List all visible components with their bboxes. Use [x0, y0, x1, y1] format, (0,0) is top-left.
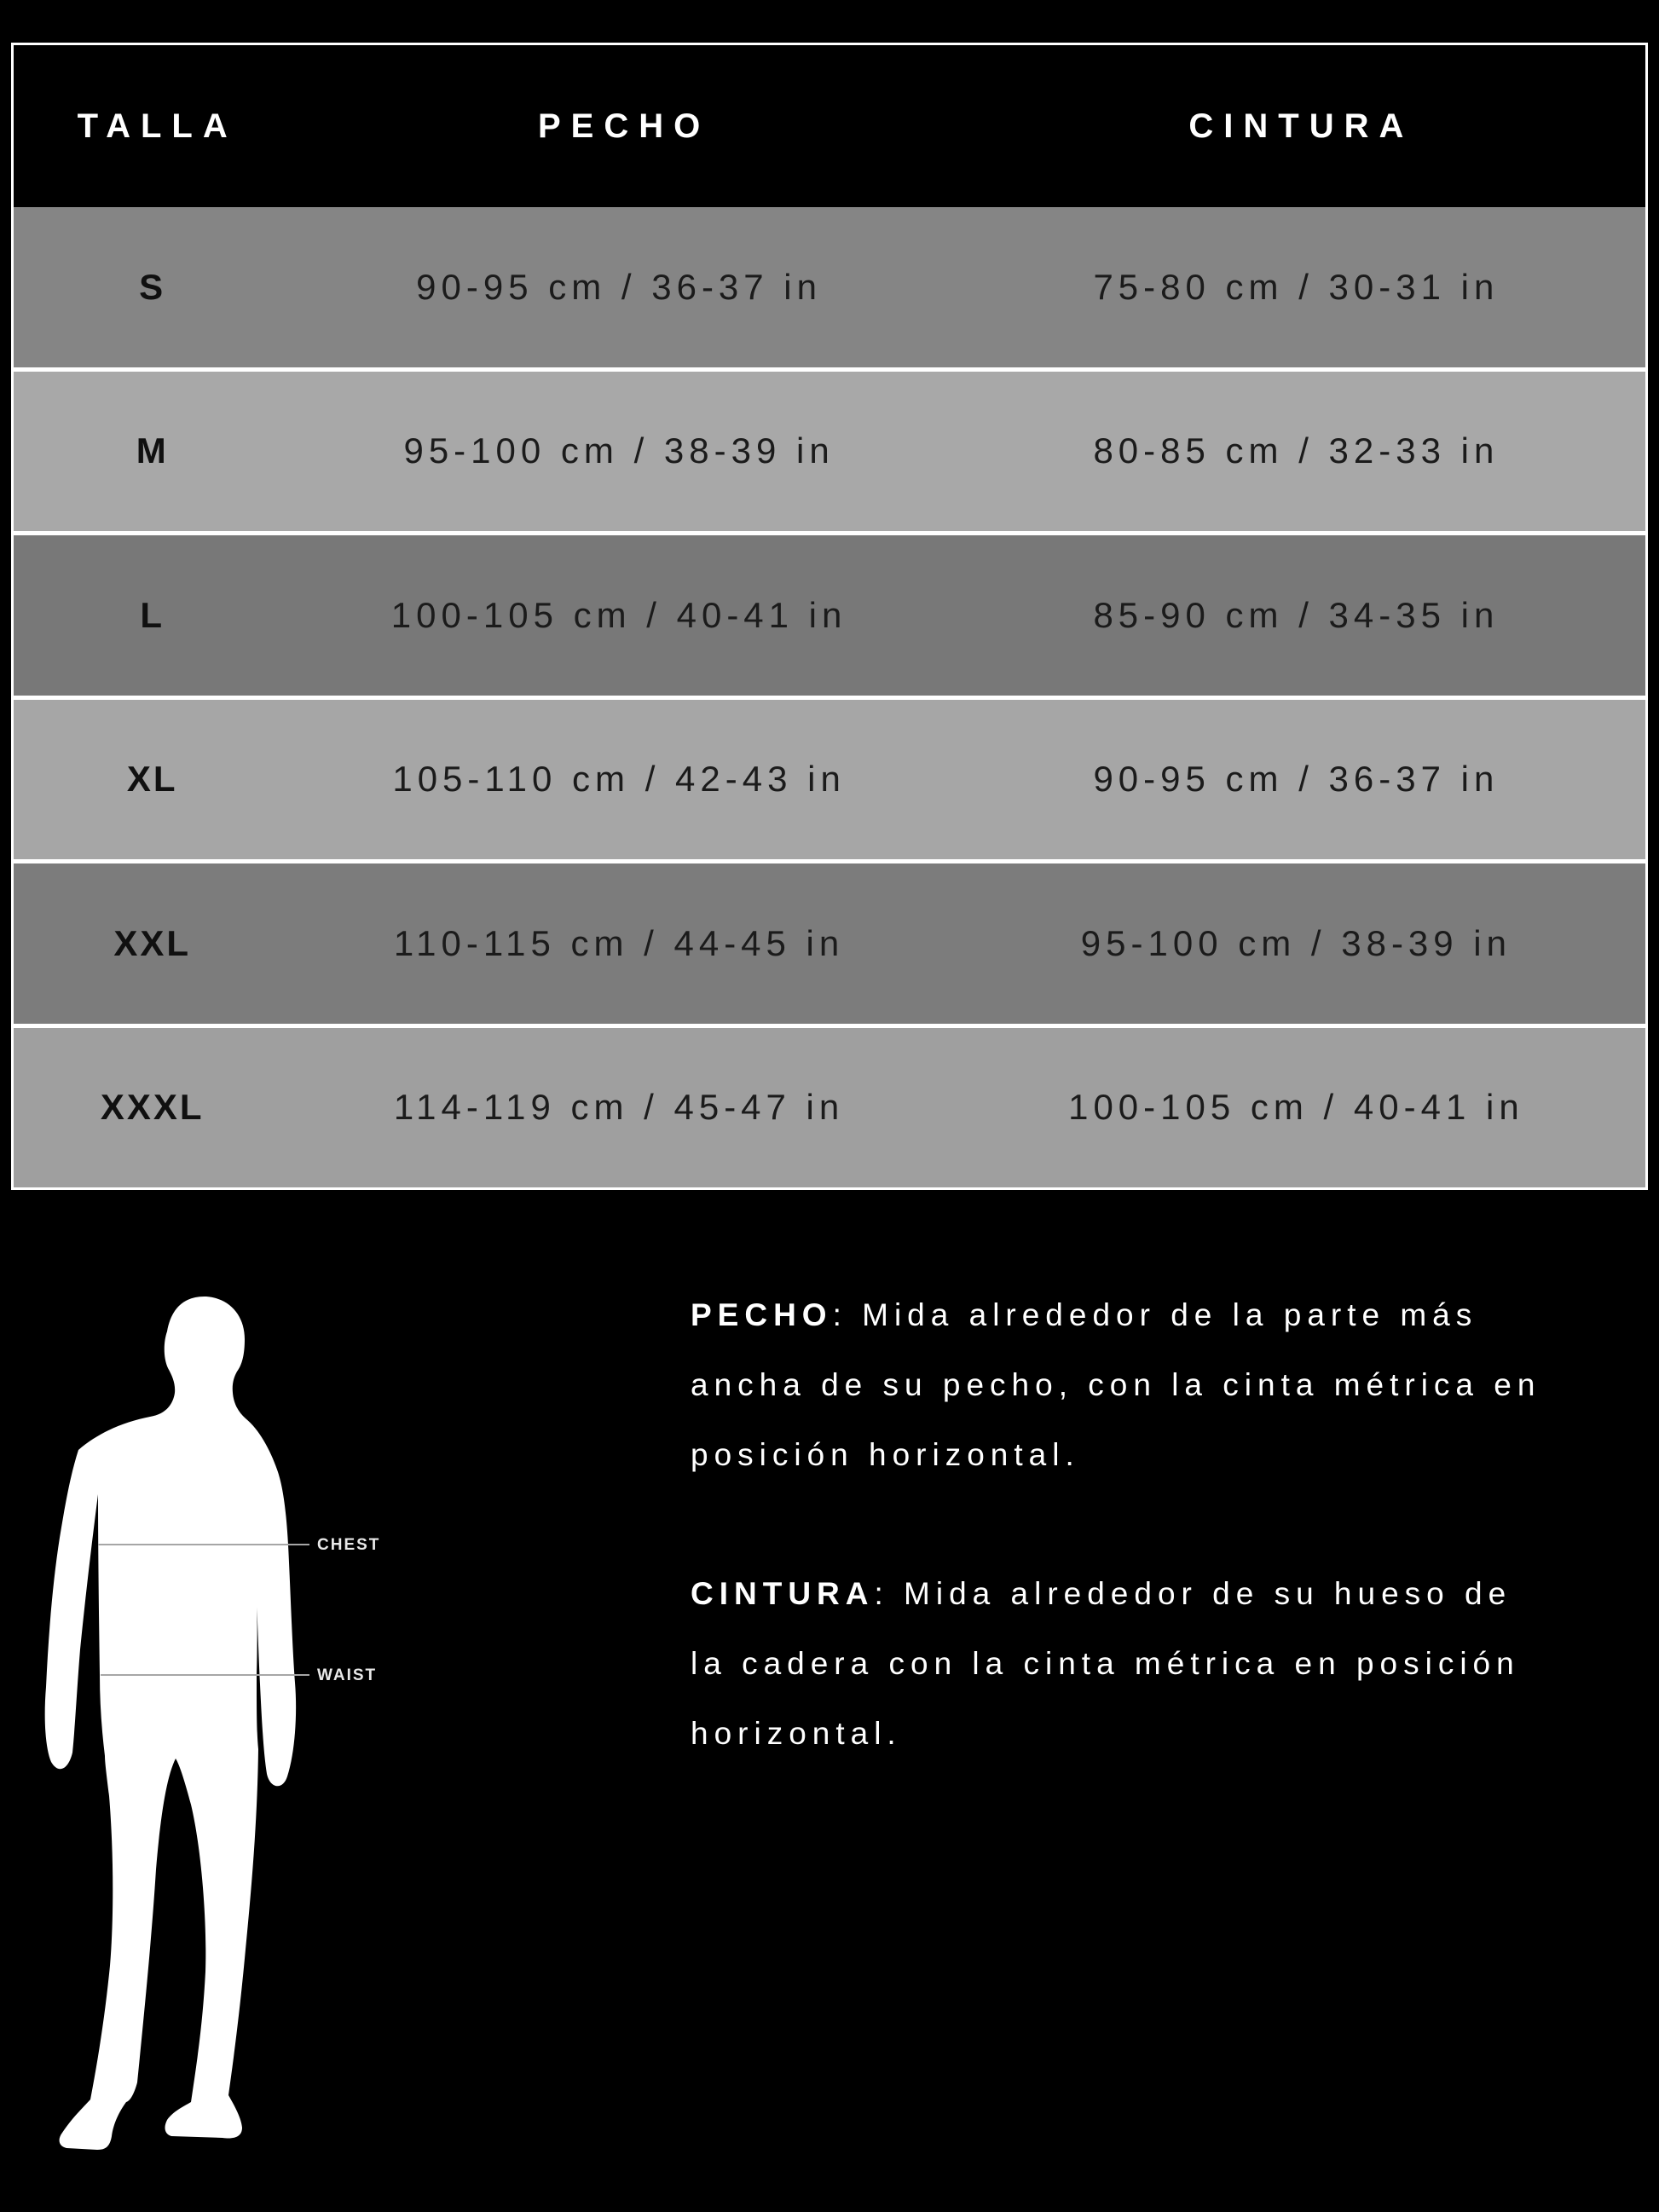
- pecho-instruction-line1: [691, 1280, 1637, 1350]
- pecho-value: 114-119 cm / 45-47 in: [393, 1087, 845, 1128]
- size-table-header-row: [14, 45, 1645, 207]
- header-pecho: PECHO: [537, 107, 711, 145]
- pecho-instruction: [691, 1280, 1637, 1490]
- size-label: M: [136, 430, 169, 471]
- size-label: L: [140, 594, 165, 635]
- pecho-line1-rest: : Mida alrededor de la parte más: [832, 1297, 1478, 1332]
- body-measurement-figure: [38, 1291, 311, 2152]
- cintura-value: 85-90 cm / 34-35 in: [1093, 594, 1500, 635]
- pecho-value: 90-95 cm / 36-37 in: [416, 266, 823, 307]
- male-silhouette: [38, 1291, 311, 2152]
- size-table: [11, 43, 1648, 1190]
- waist-label: WAIST: [317, 1666, 378, 1684]
- cintura-value: 75-80 cm / 30-31 in: [1093, 266, 1500, 307]
- cintura-line1-rest: : Mida alrededor de su hueso de: [874, 1576, 1512, 1611]
- table-row-l: [14, 531, 1645, 696]
- cintura-value: 80-85 cm / 32-33 in: [1093, 430, 1500, 471]
- header-cintura: CINTURA: [1188, 107, 1414, 145]
- table-row-s: [14, 207, 1645, 367]
- pecho-term: PECHO: [691, 1297, 833, 1332]
- size-label: XXL: [113, 922, 192, 963]
- cintura-instruction: [691, 1559, 1637, 1769]
- size-label: XXXL: [100, 1087, 205, 1128]
- chest-label: CHEST: [317, 1536, 381, 1554]
- table-row-m: [14, 367, 1645, 532]
- male-silhouette-path: [45, 1297, 296, 2150]
- cintura-value: 100-105 cm / 40-41 in: [1068, 1087, 1524, 1128]
- cintura-instruction-line1: [691, 1559, 1637, 1629]
- table-row-xl: [14, 696, 1645, 860]
- pecho-value: 110-115 cm / 44-45 in: [393, 922, 845, 963]
- size-label: S: [139, 266, 166, 307]
- pecho-value: 95-100 cm / 38-39 in: [403, 430, 835, 471]
- cintura-term: CINTURA: [691, 1576, 875, 1611]
- chest-line: [98, 1544, 309, 1545]
- waist-line: [101, 1674, 309, 1676]
- cintura-value: 95-100 cm / 38-39 in: [1080, 922, 1512, 963]
- size-label: XL: [126, 759, 178, 800]
- header-talla: TALLA: [77, 107, 238, 145]
- pecho-instruction-line3: posición horizontal.: [691, 1437, 1080, 1472]
- cintura-value: 90-95 cm / 36-37 in: [1093, 759, 1500, 800]
- pecho-value: 100-105 cm / 40-41 in: [390, 594, 847, 635]
- table-row-xxxl: [14, 1024, 1645, 1188]
- pecho-instruction-line2: ancha de su pecho, con la cinta métrica en: [691, 1367, 1541, 1402]
- table-row-xxl: [14, 859, 1645, 1024]
- cintura-instruction-line3: horizontal.: [691, 1716, 902, 1751]
- cintura-instruction-line2: la cadera con la cinta métrica en posición: [691, 1646, 1520, 1681]
- pecho-value: 105-110 cm / 42-43 in: [392, 759, 846, 800]
